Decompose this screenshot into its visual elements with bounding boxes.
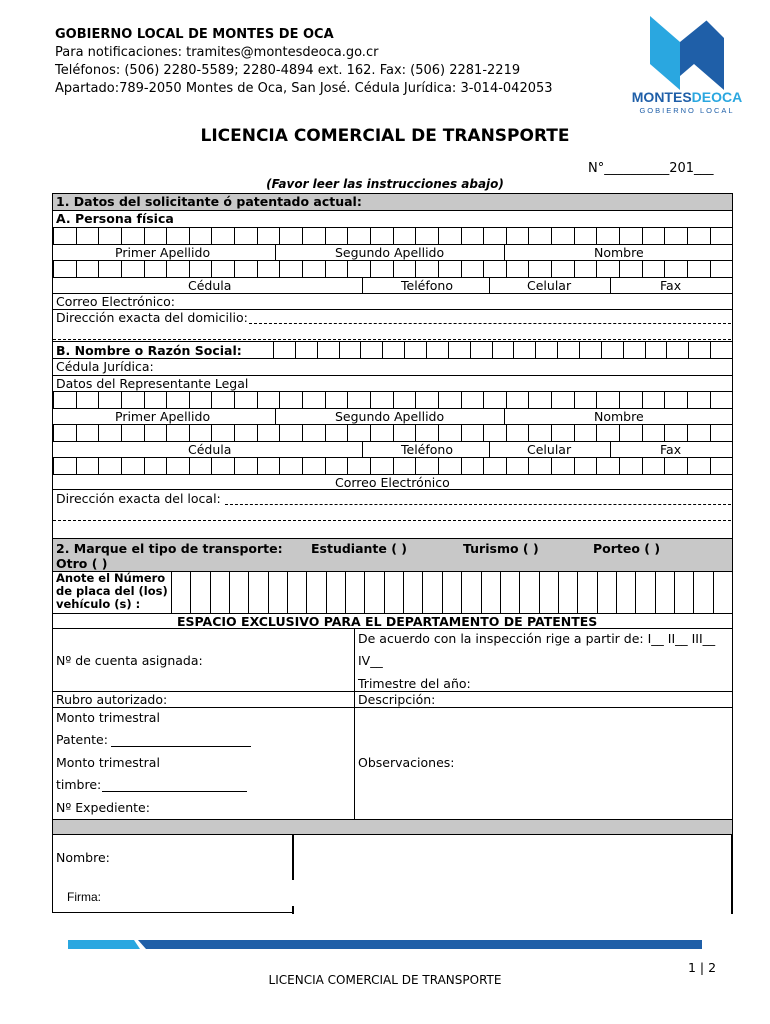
fax-label: Fax (660, 278, 682, 293)
char-box[interactable] (713, 572, 732, 614)
footer-title: LICENCIA COMERCIAL DE TRANSPORTE (268, 973, 502, 987)
char-box[interactable] (577, 572, 596, 614)
char-box[interactable] (370, 261, 393, 277)
char-box[interactable] (257, 425, 280, 441)
iv-label[interactable]: IV__ (358, 653, 383, 668)
char-box[interactable] (325, 228, 348, 244)
char-box[interactable] (144, 261, 167, 277)
char-box[interactable] (574, 228, 597, 244)
char-box[interactable] (710, 228, 733, 244)
char-box[interactable] (98, 392, 121, 408)
page-number: 1 | 2 (688, 960, 717, 975)
char-box[interactable] (234, 425, 257, 441)
char-box[interactable] (76, 425, 99, 441)
char-box[interactable] (687, 228, 710, 244)
persona-fisica-label: A. Persona física (56, 211, 174, 226)
char-box[interactable] (370, 458, 393, 474)
org-name: GOBIERNO LOCAL DE MONTES DE OCA (55, 27, 334, 42)
primer-apellido-label: Primer Apellido (115, 245, 211, 260)
char-box[interactable] (461, 572, 480, 614)
placa-label: Anote el Número de placa del (los) vehículo (s) : (56, 571, 168, 611)
char-box[interactable] (211, 392, 234, 408)
char-box[interactable] (234, 458, 257, 474)
char-box[interactable] (302, 392, 325, 408)
char-box[interactable] (53, 228, 76, 244)
char-box[interactable] (483, 425, 506, 441)
char-box[interactable] (528, 228, 551, 244)
char-box[interactable] (279, 425, 302, 441)
direccion-local-label: Dirección exacta del local: (56, 491, 221, 506)
char-box[interactable] (551, 392, 574, 408)
char-box[interactable] (619, 392, 642, 408)
svg-text:GOBIERNO LOCAL: GOBIERNO LOCAL (639, 106, 735, 115)
char-box[interactable] (189, 261, 212, 277)
char-box[interactable] (710, 425, 733, 441)
char-box[interactable] (687, 458, 710, 474)
char-box[interactable] (234, 392, 257, 408)
monto-trimestral-label-2: Monto trimestral (56, 755, 160, 770)
char-box[interactable] (426, 342, 448, 359)
char-box[interactable] (415, 228, 438, 244)
email-boxes-b[interactable] (53, 458, 732, 474)
char-box[interactable] (98, 261, 121, 277)
char-box[interactable] (53, 261, 76, 277)
char-box[interactable] (528, 458, 551, 474)
representante-row (53, 375, 732, 391)
signature-tick (292, 906, 294, 914)
char-box[interactable] (302, 261, 325, 277)
char-box[interactable] (189, 425, 212, 441)
char-box[interactable] (687, 261, 710, 277)
char-box[interactable] (325, 425, 348, 441)
inspeccion-label[interactable]: De acuerdo con la inspección rige a partir de: I__ II__ III__ (358, 631, 716, 646)
correo-label: Correo Electrónico: (56, 294, 175, 309)
trimestre-label: Trimestre del año: (358, 676, 471, 691)
char-box[interactable] (98, 425, 121, 441)
segundo-apellido-label: Segundo Apellido (335, 245, 445, 260)
char-box[interactable] (166, 392, 189, 408)
char-box[interactable] (248, 572, 267, 614)
email-row-b[interactable] (53, 457, 732, 489)
char-box[interactable] (121, 425, 144, 441)
form-right-edge (731, 834, 733, 914)
char-box[interactable] (551, 228, 574, 244)
form-number-field[interactable]: N°__________201___ (588, 161, 714, 176)
char-box[interactable] (347, 458, 370, 474)
char-box[interactable] (144, 392, 167, 408)
dept-heading-bar (53, 613, 732, 628)
footer-stripe (68, 940, 702, 949)
char-box[interactable] (506, 261, 529, 277)
char-box[interactable] (664, 261, 687, 277)
porteo-option[interactable]: Porteo ( ) (593, 541, 661, 556)
char-box[interactable] (415, 261, 438, 277)
char-box[interactable] (481, 572, 500, 614)
cuenta-row[interactable] (53, 628, 732, 691)
char-box[interactable] (483, 458, 506, 474)
char-box[interactable] (144, 228, 167, 244)
char-box[interactable] (623, 342, 645, 359)
telefono-label-b: Teléfono (401, 442, 453, 457)
char-box[interactable] (596, 425, 619, 441)
char-box[interactable] (461, 425, 484, 441)
char-box[interactable] (596, 392, 619, 408)
char-box[interactable] (642, 228, 665, 244)
char-box[interactable] (189, 392, 212, 408)
char-box[interactable] (579, 342, 601, 359)
cedula-juridica-row[interactable] (53, 358, 732, 375)
char-box[interactable] (210, 572, 229, 614)
char-box[interactable] (574, 261, 597, 277)
domicilio-row[interactable] (53, 309, 732, 341)
char-box[interactable] (664, 392, 687, 408)
char-box[interactable] (551, 458, 574, 474)
signature-bottom-line (52, 912, 294, 913)
char-box[interactable] (211, 458, 234, 474)
char-box[interactable] (144, 425, 167, 441)
char-box[interactable] (98, 458, 121, 474)
direccion-domicilio-label: Dirección exacta del domicilio: (56, 310, 248, 325)
char-box[interactable] (211, 228, 234, 244)
char-box[interactable] (302, 425, 325, 441)
char-box[interactable] (171, 572, 190, 614)
local-line-2[interactable] (53, 520, 731, 521)
representante-label: Datos del Representante Legal (56, 376, 249, 391)
turismo-option[interactable]: Turismo ( ) (463, 541, 539, 556)
local-row[interactable] (53, 489, 732, 538)
char-box[interactable] (415, 425, 438, 441)
char-box[interactable] (53, 425, 76, 441)
char-box[interactable] (483, 261, 506, 277)
char-box[interactable] (483, 228, 506, 244)
nombre-firma-label: Nombre: (56, 850, 110, 865)
char-box[interactable] (528, 425, 551, 441)
celular-label: Celular (527, 278, 572, 293)
char-box[interactable] (645, 342, 667, 359)
id-row-a[interactable] (53, 260, 732, 293)
char-box[interactable] (506, 392, 529, 408)
char-box[interactable] (393, 425, 416, 441)
char-box[interactable] (710, 261, 733, 277)
char-box[interactable] (257, 458, 280, 474)
char-box[interactable] (500, 572, 519, 614)
char-box[interactable] (393, 458, 416, 474)
char-box[interactable] (597, 572, 616, 614)
char-box[interactable] (189, 228, 212, 244)
gray-separator (53, 819, 732, 835)
char-box[interactable] (347, 392, 370, 408)
char-box[interactable] (596, 261, 619, 277)
char-box[interactable] (325, 261, 348, 277)
telefono-label: Teléfono (401, 278, 453, 293)
contact-email: Para notificaciones: tramites@montesdeoca.go.cr (55, 45, 379, 60)
nombre-label-b: Nombre (594, 409, 644, 424)
char-box[interactable] (370, 228, 393, 244)
char-box[interactable] (528, 392, 551, 408)
rubro-row[interactable] (53, 691, 732, 707)
correo-centro-label: Correo Electrónico (335, 475, 450, 490)
char-box[interactable] (448, 342, 470, 359)
char-box[interactable] (461, 228, 484, 244)
char-box[interactable] (693, 572, 712, 614)
char-box[interactable] (166, 458, 189, 474)
razon-social-label: B. Nombre o Razón Social: (56, 343, 242, 358)
cedula-label: Cédula (188, 278, 232, 293)
char-box[interactable] (234, 228, 257, 244)
char-box[interactable] (279, 392, 302, 408)
timbre-line[interactable] (102, 791, 247, 792)
char-box[interactable] (370, 392, 393, 408)
domicilio-line-1[interactable] (249, 323, 731, 324)
domicilio-line-2[interactable] (53, 339, 731, 340)
char-box[interactable] (257, 392, 280, 408)
char-box[interactable] (370, 425, 393, 441)
char-box[interactable] (76, 228, 99, 244)
cedula-juridica-label: Cédula Jurídica: (56, 359, 154, 374)
char-box[interactable] (403, 572, 422, 614)
char-box[interactable] (229, 572, 248, 614)
char-box[interactable] (382, 342, 404, 359)
char-box[interactable] (574, 392, 597, 408)
char-box[interactable] (642, 458, 665, 474)
char-box[interactable] (302, 458, 325, 474)
char-box[interactable] (438, 261, 461, 277)
char-box[interactable] (619, 458, 642, 474)
char-box[interactable] (710, 458, 733, 474)
primer-apellido-label-b: Primer Apellido (115, 409, 211, 424)
char-box[interactable] (339, 342, 361, 359)
patente-label: Patente: (56, 732, 108, 747)
char-box[interactable] (53, 458, 76, 474)
char-box[interactable] (393, 228, 416, 244)
char-box[interactable] (551, 425, 574, 441)
application-form (52, 193, 733, 913)
char-box[interactable] (166, 425, 189, 441)
char-box[interactable] (257, 228, 280, 244)
char-box[interactable] (415, 392, 438, 408)
char-box[interactable] (98, 228, 121, 244)
char-box[interactable] (601, 342, 623, 359)
char-box[interactable] (347, 425, 370, 441)
instructions-note: (Favor leer las instrucciones abajo) (266, 177, 504, 191)
char-box[interactable] (325, 392, 348, 408)
dept-heading: ESPACIO EXCLUSIVO PARA EL DEPARTAMENTO DE PATENTES (177, 614, 598, 629)
char-box[interactable] (76, 392, 99, 408)
char-box[interactable] (470, 342, 492, 359)
char-box[interactable] (211, 261, 234, 277)
fax-label-b: Fax (660, 442, 682, 457)
char-box[interactable] (393, 392, 416, 408)
name-row-a[interactable] (53, 227, 732, 260)
char-box[interactable] (655, 572, 674, 614)
char-box[interactable] (257, 261, 280, 277)
cedula-label-b: Cédula (188, 442, 232, 457)
char-box[interactable] (461, 458, 484, 474)
char-box[interactable] (302, 228, 325, 244)
char-box[interactable] (121, 392, 144, 408)
char-box[interactable] (687, 392, 710, 408)
expediente-label: Nº Expediente: (56, 800, 150, 815)
char-box[interactable] (279, 228, 302, 244)
char-box[interactable] (664, 425, 687, 441)
char-box[interactable] (347, 228, 370, 244)
char-box[interactable] (268, 572, 287, 614)
char-box[interactable] (461, 392, 484, 408)
char-box[interactable] (635, 572, 654, 614)
char-box[interactable] (558, 572, 577, 614)
patente-line[interactable] (111, 746, 251, 747)
id-boxes-a[interactable] (53, 261, 732, 277)
razon-social-boxes[interactable] (273, 342, 732, 359)
char-box[interactable] (664, 458, 687, 474)
char-box[interactable] (539, 572, 558, 614)
form-title: LICENCIA COMERCIAL DE TRANSPORTE (200, 126, 570, 146)
char-box[interactable] (642, 261, 665, 277)
char-box[interactable] (535, 342, 557, 359)
char-box[interactable] (438, 458, 461, 474)
local-line-1[interactable] (225, 504, 731, 505)
timbre-label: timbre: (56, 777, 102, 792)
char-box[interactable] (596, 228, 619, 244)
section1-heading: 1. Datos del solicitante ó patentado actual: (56, 194, 362, 209)
char-box[interactable] (144, 458, 167, 474)
char-box[interactable] (279, 458, 302, 474)
montes-de-oca-logo (628, 12, 746, 116)
char-box[interactable] (76, 261, 99, 277)
letterhead (55, 26, 553, 98)
char-box[interactable] (674, 572, 693, 614)
char-box[interactable] (710, 392, 733, 408)
char-box[interactable] (326, 572, 345, 614)
section2-heading-bar (53, 538, 732, 571)
contact-address: Apartado:789-2050 Montes de Oca, San José. Cédula Jurídica: 3-014-042053 (55, 81, 553, 96)
firma-label: Firma: (67, 890, 101, 904)
char-box[interactable] (415, 458, 438, 474)
char-box[interactable] (295, 342, 317, 359)
char-box[interactable] (234, 261, 257, 277)
char-box[interactable] (345, 572, 364, 614)
char-box[interactable] (442, 572, 461, 614)
char-box[interactable] (404, 342, 426, 359)
char-box[interactable] (461, 261, 484, 277)
char-box[interactable] (325, 458, 348, 474)
char-box[interactable] (619, 261, 642, 277)
char-box[interactable] (166, 261, 189, 277)
char-box[interactable] (273, 342, 295, 359)
razon-social-row[interactable] (53, 341, 732, 358)
char-box[interactable] (687, 425, 710, 441)
char-box[interactable] (121, 228, 144, 244)
otro-option[interactable]: Otro ( ) (56, 556, 108, 571)
persona-fisica-row (53, 210, 732, 227)
signature-divider (292, 834, 294, 880)
char-box[interactable] (506, 228, 529, 244)
char-box[interactable] (121, 458, 144, 474)
contact-phones: Teléfonos: (506) 2280-5589; 2280-4894 ext. 162. Fax: (506) 2281-2219 (55, 63, 521, 78)
char-box[interactable] (483, 392, 506, 408)
svg-text:MONTESDEOCA: MONTESDEOCA (631, 89, 743, 105)
char-box[interactable] (642, 392, 665, 408)
montos-row[interactable] (53, 707, 732, 819)
char-box[interactable] (506, 458, 529, 474)
char-box[interactable] (528, 261, 551, 277)
estudiante-option[interactable]: Estudiante ( ) (311, 541, 408, 556)
char-box[interactable] (306, 572, 325, 614)
rubro-label: Rubro autorizado: (56, 692, 168, 707)
char-box[interactable] (189, 458, 212, 474)
char-box[interactable] (574, 458, 597, 474)
char-box[interactable] (664, 228, 687, 244)
char-box[interactable] (317, 342, 339, 359)
section2-heading: 2. Marque el tipo de transporte: (56, 541, 283, 556)
char-box[interactable] (492, 342, 514, 359)
char-box[interactable] (121, 261, 144, 277)
char-box[interactable] (688, 342, 710, 359)
nombre-label: Nombre (594, 245, 644, 260)
id-boxes-b[interactable] (53, 425, 732, 441)
char-box[interactable] (393, 261, 416, 277)
char-box[interactable] (519, 572, 538, 614)
id-row-b[interactable] (53, 424, 732, 457)
placa-boxes[interactable] (171, 572, 732, 614)
char-box[interactable] (384, 572, 403, 614)
char-box[interactable] (422, 572, 441, 614)
char-box[interactable] (513, 342, 535, 359)
char-box[interactable] (619, 228, 642, 244)
char-box[interactable] (279, 261, 302, 277)
char-box[interactable] (616, 572, 635, 614)
char-box[interactable] (596, 458, 619, 474)
celular-label-b: Celular (527, 442, 572, 457)
section1-heading-bar (53, 194, 732, 210)
char-box[interactable] (710, 342, 732, 359)
char-box[interactable] (166, 228, 189, 244)
char-box[interactable] (438, 392, 461, 408)
monto-trimestral-label-1: Monto trimestral (56, 710, 160, 725)
segundo-apellido-label-b: Segundo Apellido (335, 409, 445, 424)
char-box[interactable] (190, 572, 209, 614)
email-row-a[interactable] (53, 293, 732, 309)
char-box[interactable] (506, 425, 529, 441)
observaciones-label: Observaciones: (358, 755, 455, 770)
placa-row[interactable] (53, 571, 732, 613)
char-box[interactable] (360, 342, 382, 359)
char-box[interactable] (574, 425, 597, 441)
char-box[interactable] (438, 425, 461, 441)
char-box[interactable] (364, 572, 383, 614)
char-box[interactable] (551, 261, 574, 277)
char-box[interactable] (76, 458, 99, 474)
char-box[interactable] (619, 425, 642, 441)
char-box[interactable] (666, 342, 688, 359)
descripcion-label: Descripción: (358, 692, 436, 707)
char-box[interactable] (347, 261, 370, 277)
char-box[interactable] (53, 392, 76, 408)
char-box[interactable] (642, 425, 665, 441)
name-row-b[interactable] (53, 391, 732, 424)
name-boxes-b[interactable] (53, 392, 732, 408)
char-box[interactable] (211, 425, 234, 441)
char-box[interactable] (287, 572, 306, 614)
char-box[interactable] (438, 228, 461, 244)
cuenta-label: Nº de cuenta asignada: (56, 653, 203, 668)
name-boxes-a[interactable] (53, 228, 732, 244)
char-box[interactable] (557, 342, 579, 359)
